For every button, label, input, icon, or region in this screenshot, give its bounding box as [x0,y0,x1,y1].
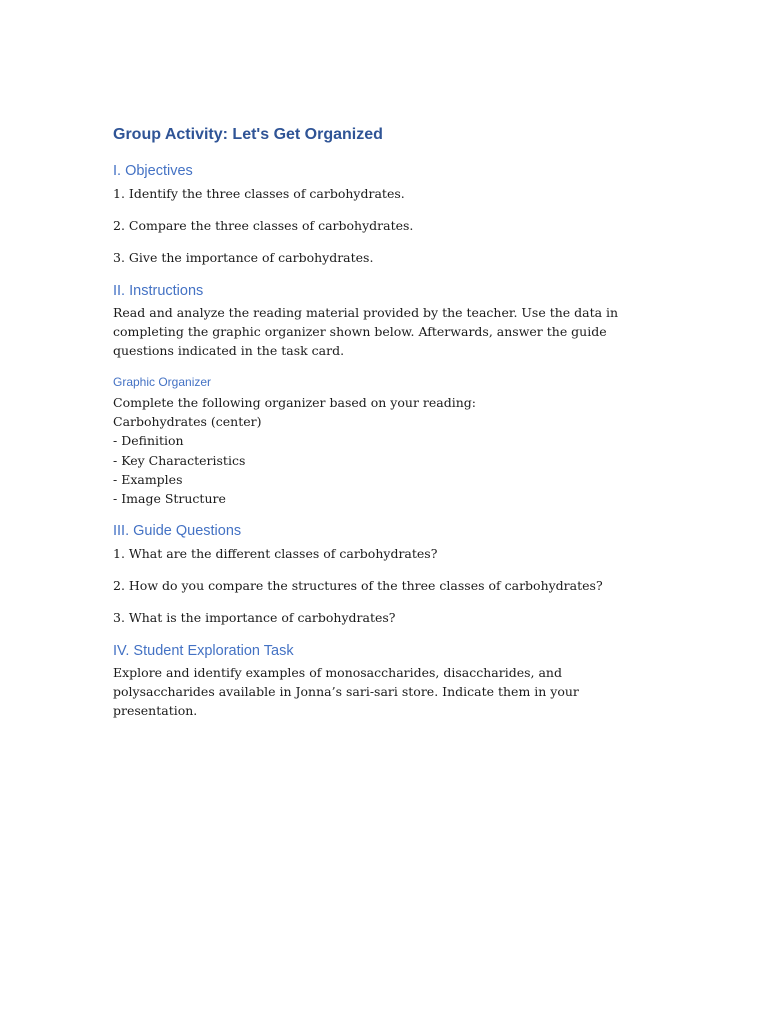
guide-questions-heading: III. Guide Questions [113,523,242,540]
organizer-line-intro: Complete the following organizer based on your reading: [113,395,476,410]
organizer-line-examples: - Examples [113,471,183,487]
guide-question-1: 1. What are the different classes of carbohydrates? [113,546,438,562]
organizer-line-structure: - Image Structure [113,491,226,507]
document-content [113,124,653,720]
document-title: Group Activity: Let's Get Organized [113,126,383,143]
objective-item-1: 1. Identify the three classes of carbohydrates. [113,186,405,201]
objective-item-3: 3. Give the importance of carbohydrates. [113,250,374,265]
instructions-heading: II. Instructions [113,283,204,299]
exploration-heading: IV. Student Exploration Task [113,643,294,660]
guide-question-3: 3. What is the importance of carbohydrates? [113,610,396,626]
exploration-paragraph: Explore and identify examples of monosaccharides, disaccharides, and polysaccharides available in Jonna’s sari-sari store. Indicate them in your presentation. [113,665,579,719]
organizer-line-definition: - Definition [113,433,184,449]
organizer-line-center: Carbohydrates (center) [113,414,262,430]
instructions-paragraph: Read and analyze the reading material provided by the teacher. Use the data in completing the graphic organizer shown below. Afterwards, answer the guide questions indicated in the task card. [113,305,619,358]
organizer-line-characteristics: - Key Characteristics [113,452,246,468]
objectives-heading: I. Objectives [113,163,193,179]
guide-question-2: 2. How do you compare the structures of the three classes of carbohydrates? [113,578,603,594]
objective-item-2: 2. Compare the three classes of carbohydrates. [113,218,414,233]
graphic-organizer-heading: Graphic Organizer [113,375,212,389]
